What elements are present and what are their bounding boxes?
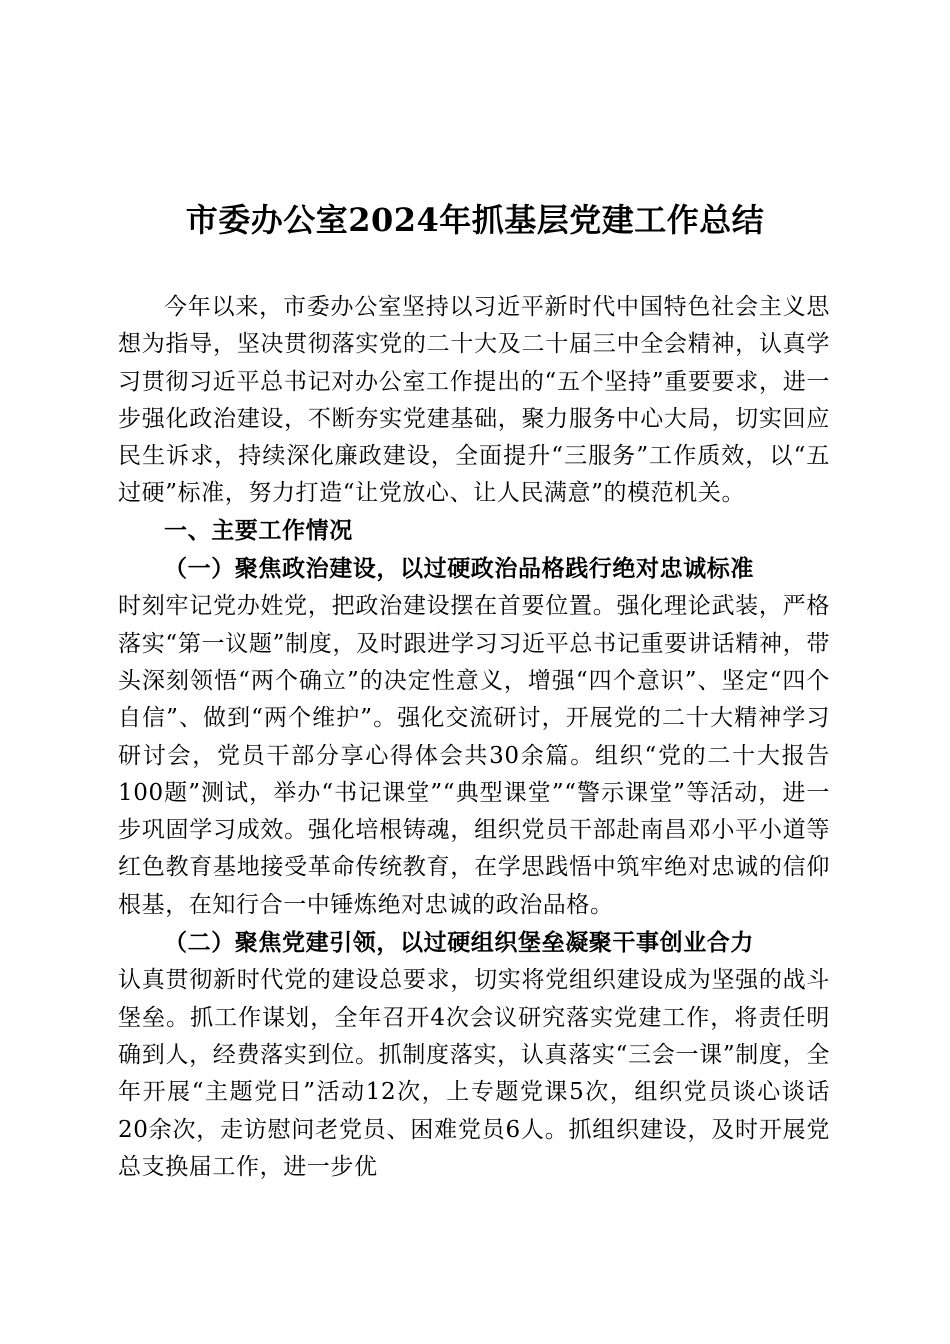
item-1-paragraph [118, 550, 830, 924]
item-1-body: 时刻牢记党办姓党，把政治建设摆在首要位置。强化理论武装，严格落实“第一议题”制度，及时跟进学习习近平总书记重要讲话精神，带头深刻领悟“两个确立”的决定性意义，增强“四个意识”、坚定“四个自信”、做到“两个维护”。强化交流研讨，开展党的二十大精神学习研讨会，党员干部分享心得体会共30余篇。组织“党的二十大报告100题”测试，举办“书记课堂”“典型课堂”“警示课堂”等活动，进一步巩固学习成效。强化培根铸魂，组织党员干部赴南昌邓小平小道等红色教育基地接受革命传统教育，在学思践悟中筑牢绝对忠诚的信仰根基，在知行合一中锤炼绝对忠诚的政治品格。 [118, 593, 830, 918]
document-title: 市委办公室2024年抓基层党建工作总结 [185, 201, 765, 239]
section-heading-main-work: 一、主要工作情况 [164, 517, 353, 544]
item-2-heading: （二）聚焦党建引领，以过硬组织堡垒凝聚干事创业合力 [164, 929, 754, 957]
item-1-heading: （一）聚焦政治建设，以过硬政治品格践行绝对忠诚标准 [164, 555, 754, 583]
intro-paragraph: 今年以来，市委办公室坚持以习近平新时代中国特色社会主义思想为指导，坚决贯彻落实党的二十大及二十届三中全会精神，认真学习贯彻习近平总书记对办公室工作提出的“五个坚持”重要要求，进一步强化政治建设，不断夯实党建基础，聚力服务中心大局，切实回应民生诉求，持续深化廉政建设，全面提升“三服务”工作质效，以“五过硬”标准，努力打造“让党放心、让人民满意”的模范机关。 [118, 294, 830, 507]
item-2-paragraph [118, 924, 830, 1186]
document-body [118, 289, 830, 1186]
item-2-body: 认真贯彻新时代党的建设总要求，切实将党组织建设成为坚强的战斗堡垒。抓工作谋划，全年召开4次会议研究落实党建工作，将责任明确到人，经费落实到位。抓制度落实，认真落实“三会一课”制度，全年开展“主题党日”活动12次，上专题党课5次，组织党员谈心谈话20余次，走访慰问老党员、困难党员6人。抓组织建设，及时开展党总支换届工作，进一步优 [118, 967, 830, 1180]
